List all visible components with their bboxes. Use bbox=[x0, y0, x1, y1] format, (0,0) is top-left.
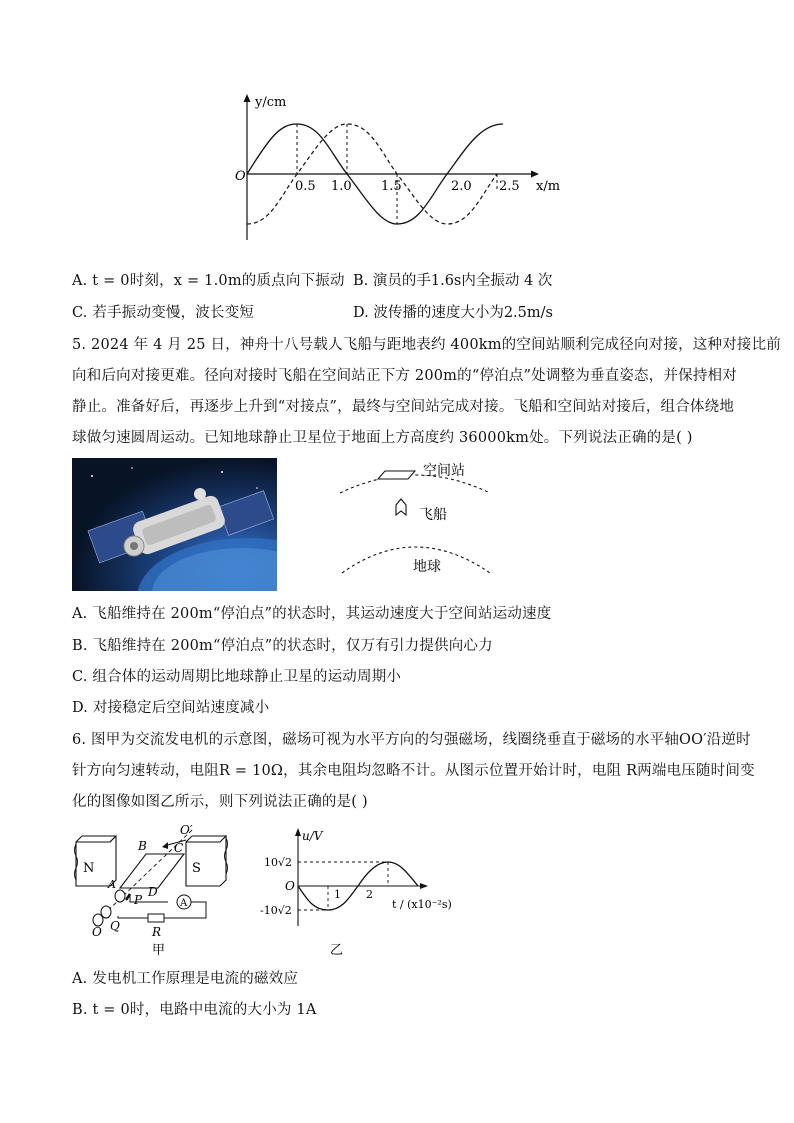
q5-option-b: B. 飞船维持在 200m“停泊点”的状态时，仅万有引力提供向心力 bbox=[72, 638, 493, 654]
generator-diagram bbox=[68, 820, 248, 960]
figure-jia-caption: 甲 bbox=[152, 943, 166, 958]
q6-stem-line-2: 针方向匀速转动，电阻R = 10Ω，其余电阻均忽略不计。从图示位置开始计时，电阻 R两端电压随时间变 bbox=[72, 763, 755, 779]
q5-stem-line-4: 球做匀速圆周运动。已知地球静止卫星位于地面上方高度约 36000km处。下列说法正确的是( ) bbox=[72, 430, 693, 446]
tick-label: 1.0 bbox=[331, 179, 352, 194]
label-p: P bbox=[134, 893, 143, 907]
q5-stem-line-3: 静止。准备好后，再逐步上升到“对接点”，最终与空间站完成对接。飞船和空间站对接后，组合体绕地 bbox=[72, 399, 735, 415]
south-pole-label: S bbox=[192, 861, 201, 876]
tick-label: 2.5 bbox=[499, 179, 520, 194]
tick-2-label: 2 bbox=[366, 888, 373, 901]
voltage-time-graph bbox=[258, 826, 458, 961]
q6-option-a: A. 发电机工作原理是电流的磁效应 bbox=[72, 971, 299, 987]
ammeter-label: A bbox=[180, 898, 188, 909]
resistor-label: R bbox=[152, 925, 162, 939]
u-axis-label: u/V bbox=[302, 829, 323, 843]
north-pole-label: N bbox=[83, 861, 95, 876]
t-axis-label: t / (x10⁻²s) bbox=[392, 898, 452, 911]
label-b: B bbox=[138, 839, 147, 853]
station-label: 空间站 bbox=[423, 463, 465, 479]
ship-label: 飞船 bbox=[419, 507, 447, 523]
label-d: D bbox=[148, 885, 158, 899]
q4-option-b: B. 演员的手1.6s内全振动 4 次 bbox=[353, 273, 553, 289]
q4-option-c: C. 若手振动变慢，波长变短 bbox=[72, 305, 255, 321]
q5-option-a: A. 飞船维持在 200m“停泊点”的状态时，其运动速度大于空间站运动速度 bbox=[72, 606, 552, 622]
q5-stem-line-2: 向和后向对接更难。径向对接时飞船在空间站正下方 200m的“停泊点”处调整为垂直姿态，并保持相对 bbox=[72, 368, 737, 384]
tick-1-label: 1 bbox=[334, 888, 341, 901]
y-max-label: 10√2 bbox=[264, 856, 293, 869]
q6-stem-line-3: 化的图像如图乙所示，则下列说法正确的是( ) bbox=[72, 794, 368, 810]
tick-label: 0.5 bbox=[295, 179, 316, 194]
q6-option-b: B. t = 0时，电路中电流的大小为 1A bbox=[72, 1002, 317, 1018]
figure-yi-caption: 乙 bbox=[330, 943, 344, 958]
q4-option-a: A. t = 0时刻，x = 1.0m的质点向下振动 bbox=[72, 273, 345, 289]
label-c: C bbox=[174, 841, 184, 855]
wave-graph bbox=[225, 92, 565, 242]
label-o-prime: O′ bbox=[180, 823, 193, 837]
docking-diagram bbox=[330, 455, 505, 580]
label-q: Q bbox=[110, 919, 120, 933]
tick-label: 1.5 bbox=[381, 179, 402, 194]
space-station-shape bbox=[378, 471, 415, 479]
q5-option-d: D. 对接稳定后空间站速度减小 bbox=[72, 700, 270, 716]
label-a: A bbox=[108, 878, 116, 891]
space-station-photo bbox=[72, 458, 277, 591]
origin-label: O bbox=[235, 169, 246, 184]
label-o: O bbox=[92, 925, 102, 939]
earth-label: 地球 bbox=[413, 559, 441, 575]
q6-stem-line-1: 6. 图甲为交流发电机的示意图，磁场可视为水平方向的匀强磁场，线圈绕垂直于磁场的水平轴OO′沿逆时 bbox=[72, 732, 751, 748]
origin-label: O bbox=[285, 879, 295, 893]
x-axis-label: x/m bbox=[536, 179, 561, 194]
y-min-label: -10√2 bbox=[260, 904, 292, 917]
q5-option-c: C. 组合体的运动周期比地球静止卫星的运动周期小 bbox=[72, 669, 402, 685]
tick-label: 2.0 bbox=[451, 179, 472, 194]
q5-stem-line-1: 5. 2024 年 4 月 25 日，神舟十八号载人飞船与距地表约 400km的空间站顺利完成径向对接，这种对接比前 bbox=[72, 337, 781, 353]
q4-option-d: D. 波传播的速度大小为2.5m/s bbox=[353, 305, 553, 321]
spaceship-shape bbox=[396, 499, 406, 515]
y-axis-label: y/cm bbox=[255, 95, 287, 110]
